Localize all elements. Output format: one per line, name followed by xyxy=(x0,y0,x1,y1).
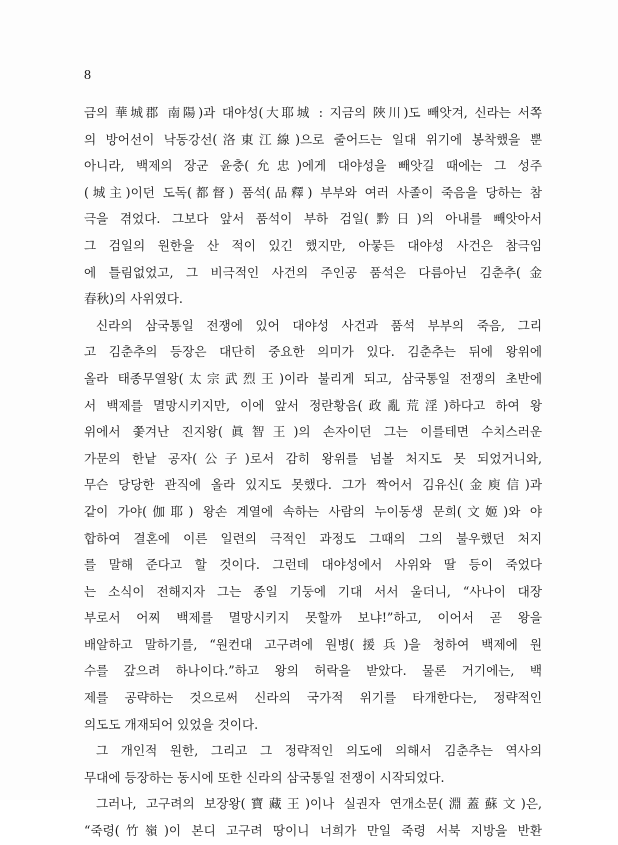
text-line: 금의 華城郡 南陽)과 대야성(大耶城 : 지금의 陜川)도 빼앗겨, 신라는 서쪽 xyxy=(84,105,542,120)
text-line: “죽령(竹嶺)이 본디 고구려 땅이니 너희가 만일 죽령 서북 지방을 반환 xyxy=(84,823,542,839)
text-line: 그 검일의 원한을 산 적이 있긴 했지만, 아뭏든 대야성 사건은 참극임 xyxy=(84,237,542,253)
text-line: 고 김춘추의 등장은 대단히 중요한 의미가 있다. 김춘추는 뒤에 왕위에 xyxy=(84,344,542,360)
text-line: 배알하고 말하기를, “원컨대 고구려에 원병(援兵)을 청하여 백제에 원 xyxy=(84,636,542,652)
text-line: 위에서 쫓겨난 진지왕(眞智王)의 손자이던 그는 이를테면 수치스러운 xyxy=(84,424,542,440)
text-line: 에 틀림없었고, 그 비극적인 사건의 주인공 품석은 다름아닌 김춘추(金 xyxy=(84,264,542,280)
text-line: 그 개인적 원한, 그리고 그 정략적인 의도에 의해서 김춘추는 역사의 xyxy=(96,743,542,759)
text-line: (城主)이던 도독(都督) 품석(品釋) 부부와 여러 사졸이 죽음을 당하는 참 xyxy=(84,184,542,200)
text-line: 무슨 당당한 관직에 올라 있지도 못했다. 그가 짝어서 김유신(金庾信)과 xyxy=(84,477,542,493)
text-line: 제를 공략하는 것으로써 신라의 국가적 위기를 타개한다는, 정략적인 xyxy=(84,690,542,706)
text-line: 같이 가야(伽耶) 왕손 계열에 속하는 사람의 누이동생 문희(文姬)와 야 xyxy=(84,503,542,519)
text-line: 의 방어선이 낙동강선(洛東江線)으로 줄어드는 일대 위기에 봉착했을 뿐 xyxy=(84,131,542,147)
text-line: 무대에 등장하는 동시에 또한 신라의 삼국통일 전쟁이 시작되었다. xyxy=(84,769,445,785)
text-line: 수를 갚으려 하나이다.”하고 왕의 허락을 받았다. 물론 거기에는, 백 xyxy=(84,663,542,679)
text-line: 부로서 어찌 백제를 멸망시키지 못할까 보냐!”하고, 이어서 곧 왕을 xyxy=(84,610,542,626)
text-line: 합하여 결혼에 이른 일련의 극적인 과정도 그때의 그의 불우했던 처지 xyxy=(84,530,542,546)
text-line: 서 백제를 멸망시키지만, 이에 앞서 정란황음(政亂荒淫)하다고 하여 왕 xyxy=(84,397,542,413)
text-line: 春秋)의 사위였다. xyxy=(84,291,183,307)
text-line: 의도도 개재되어 있었을 것이다. xyxy=(84,716,259,732)
text-line: 를 말해 준다고 할 것이다. 그런데 대야성에서 사위와 딸 등이 죽었다 xyxy=(84,557,542,573)
text-line: 는 소식이 전해지자 그는 종일 기둥에 기대 서서 울더니, “사나이 대장 xyxy=(84,583,542,599)
text-line: 가문의 한낱 공자(公子)로서 감히 왕위를 넘볼 처지도 못 되었거니와, xyxy=(84,450,542,466)
text-line: 올라 태종무열왕(太宗武烈王)이라 불리게 되고, 삼국통일 전쟁의 초반에 xyxy=(84,370,542,386)
text-line: 극을 겪었다. 그보다 앞서 품석이 부하 검일(黔日)의 아내를 빼앗아서 xyxy=(84,211,542,227)
page-number: 8 xyxy=(84,68,92,83)
text-line: 그러나, 고구려의 보장왕(寶藏王)이나 실권자 연개소문(淵蓋蘇文)은, xyxy=(96,796,542,812)
text-line: 아니라, 백제의 장군 윤충(允忠)에게 대야성을 빼앗길 때에는 그 성주 xyxy=(84,158,542,174)
body-text xyxy=(84,100,542,845)
text-line: 신라의 삼국통일 전쟁에 있어 대야성 사건과 품석 부부의 죽음, 그리 xyxy=(96,317,542,333)
